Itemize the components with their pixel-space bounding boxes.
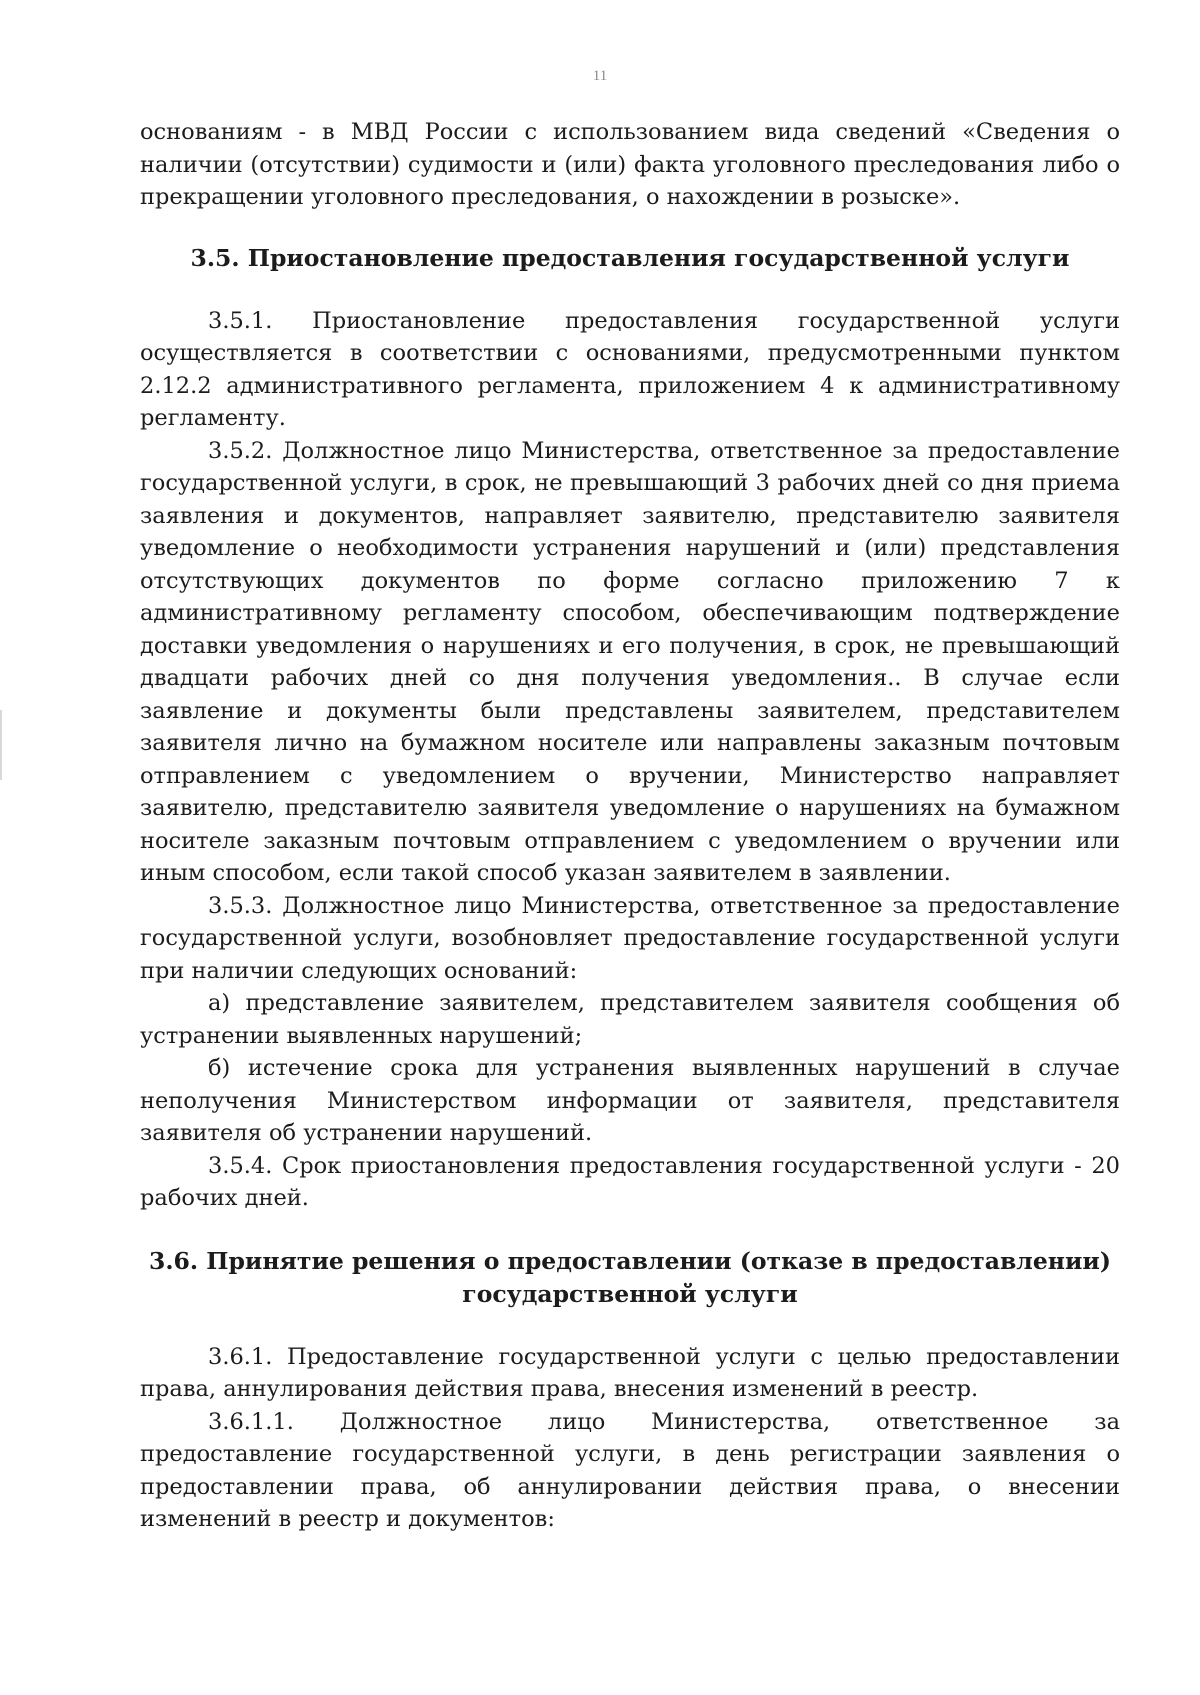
paragraph-3-5-3-b: б) истечение срока для устранения выявленных нарушений в случае неполучения Министерством информации от заявителя, представителя заявителя об устранении нарушений. — [140, 1055, 1120, 1146]
paragraph-3-5-3-a: а) представление заявителем, представителем заявителя сообщения об устранении выявленных нарушений; — [140, 990, 1120, 1049]
section-3-6-title: 3.6. Принятие решения о предоставлении (отказе в предоставлении) государственной услуги — [149, 1246, 1111, 1308]
paragraph-3-5-2: 3.5.2. Должностное лицо Министерства, ответственное за предоставление государственной услуги, в срок, не превышающий 3 рабочих дней со дня приема заявления и документов, направляет заявителю, представителю заявителя уведомление о необходимости устранения нарушений и (или) представления отсутствующих документов по форме согласно приложению 7 к административному регламенту способом, обеспечивающим подтверждение доставки уведомления о нарушениях и его получения, в срок, не превышающий двадцати рабочих дней со дня получения уведомления.. В случае если заявление и документы были представлены заявителем, представителем заявителя лично на бумажном носителе или направлены заказным почтовым отправлением с уведомлением о вручении, Министерство направляет заявителю, представителю заявителя уведомление о нарушениях на бумажном носителе заказным почтовым отправлением с уведомлением о вручении или иным способом, если такой способ указан заявителем в заявлении. — [140, 437, 1120, 886]
scan-margin-mark — [0, 710, 2, 780]
paragraph-3-5-3: 3.5.3. Должностное лицо Министерства, ответственное за предоставление государственной услуги, возобновляет предоставление государственной услуги при наличии следующих оснований: — [140, 892, 1120, 984]
paragraph-3-5-4: 3.5.4. Срок приостановления предоставления государственной услуги - 20 рабочих дней. — [140, 1152, 1120, 1211]
section-3-5-title: 3.5. Приостановление предоставления государственной услуги — [190, 243, 1070, 272]
paragraph-3-6-1: 3.6.1. Предоставление государственной услуги с целью предоставлении права, аннулирования действия права, внесения изменений в реестр. — [140, 1343, 1120, 1402]
paragraph-3-6-1-1: 3.6.1.1. Должностное лицо Министерства, ответственное за предоставление государственной услуги, в день регистрации заявления о предоставлении права, об аннулировании действия права, о внесении изменений в реестр и документов: — [140, 1408, 1120, 1532]
intro-paragraph: основаниям - в МВД России с использованием вида сведений «Сведения о наличии (отсутствии) судимости и (или) факта уголовного преследования либо о прекращении уголовного преследования, о нахождении в розыске». — [140, 119, 1120, 210]
page-number: 11 — [592, 68, 608, 84]
paragraph-3-5-1: 3.5.1. Приостановление предоставления государственной услуги осуществляется в соответствии с основаниями, предусмотренными пунктом 2.12.2 административного регламента, приложением 4 к административному регламенту. — [140, 307, 1120, 431]
document-body — [140, 116, 1120, 1536]
